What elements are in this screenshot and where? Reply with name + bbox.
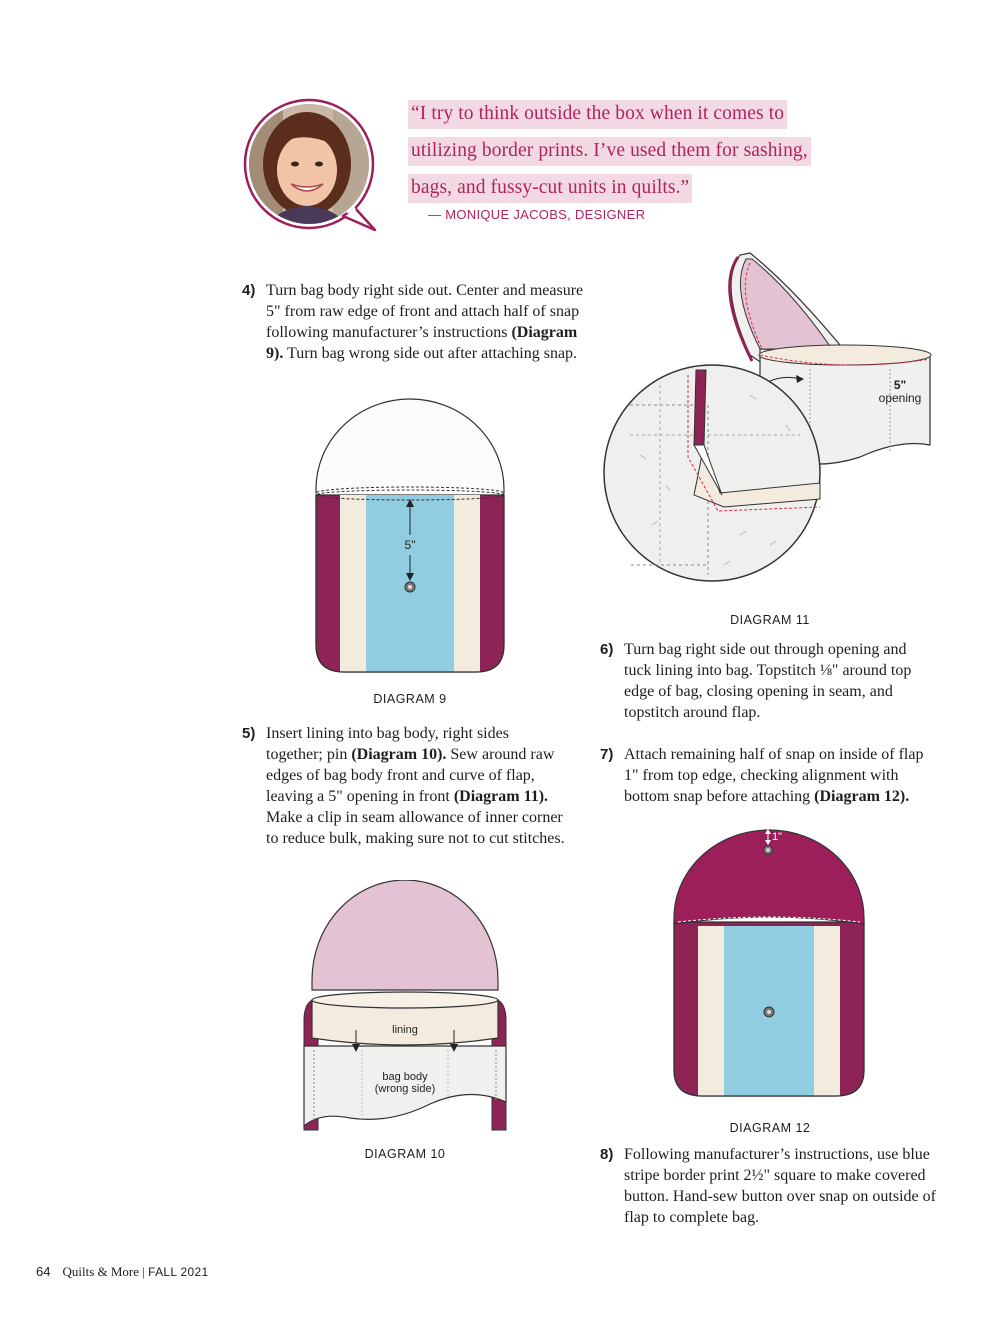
step-7 xyxy=(600,744,934,807)
step-5 xyxy=(242,723,566,849)
step-7-text: Attach remaining half of snap on inside of flap 1" from top edge, checking alignment with bottom snap before attaching (Diagram 12). xyxy=(624,746,924,805)
step-4-number: 4) xyxy=(242,282,256,299)
step-8-number: 8) xyxy=(600,1146,614,1163)
diagram-9-illustration xyxy=(310,395,510,680)
diagram-11-caption: DIAGRAM 11 xyxy=(730,613,810,627)
diagram-12 xyxy=(668,826,870,1102)
diagram-10-illustration xyxy=(300,880,510,1142)
page-footer: 64 Quilts & More | FALL 2021 xyxy=(36,1264,209,1279)
quote-attribution: — MONIQUE JACOBS, DESIGNER xyxy=(428,207,646,222)
diagram-10-body-label: bag body xyxy=(382,1071,428,1083)
step-6 xyxy=(600,639,924,723)
step-6-number: 6) xyxy=(600,641,614,658)
pull-quote xyxy=(408,100,878,211)
diagram-11-illustration xyxy=(600,245,940,610)
diagram-9-measure: 5" xyxy=(404,538,416,552)
step-4 xyxy=(242,280,586,364)
step-6-text: Turn bag right side out through opening and tuck lining into bag. Topstitch ⅛" around top edge of bag, closing opening in seam, and topstitch around flap. xyxy=(624,641,912,721)
magazine-name: Quilts & More xyxy=(62,1264,140,1279)
issue-label: FALL 2021 xyxy=(148,1265,209,1279)
quote-line-1: “I try to think outside the box when it comes to xyxy=(408,100,787,129)
quote-line-3: bags, and fussy-cut units in quilts.” xyxy=(408,174,692,203)
step-5-text: Insert lining into bag body, right sides together; pin (Diagram 10). Sew around raw edges of bag body front and curve of flap, leaving a 5" opening in front (Diagram 11). Make a clip in seam allowance of inner corner to reduce bulk, making sure not to cut stitches. xyxy=(266,725,565,847)
snap-icon xyxy=(405,582,415,592)
diagram-9-caption: DIAGRAM 9 xyxy=(373,692,447,706)
diagram-10-body-sublabel: (wrong side) xyxy=(374,1083,436,1095)
diagram-10 xyxy=(300,880,510,1142)
step-5-number: 5) xyxy=(242,725,256,742)
designer-avatar xyxy=(243,98,379,234)
step-7-number: 7) xyxy=(600,746,614,763)
diagram-11-opening-label: opening xyxy=(878,391,922,405)
quote-line-2: utilizing border prints. I’ve used them for sashing, xyxy=(408,137,811,166)
page-number: 64 xyxy=(36,1264,51,1279)
step-8-text: Following manufacturer’s instructions, use blue stripe border print 2½" square to make covered button. Hand-sew button over snap on outside of flap to complete bag. xyxy=(624,1146,936,1226)
diagram-9 xyxy=(310,395,510,680)
diagram-11-measure: 5" xyxy=(893,378,907,392)
diagram-10-caption: DIAGRAM 10 xyxy=(364,1147,446,1161)
step-8 xyxy=(600,1144,939,1228)
step-4-text: Turn bag body right side out. Center and measure 5" from raw edge of front and attach half of snap following manufacturer’s instructions (Diagram 9). Turn bag wrong side out after attaching snap. xyxy=(266,282,584,362)
diagram-11 xyxy=(600,245,940,610)
diagram-12-illustration xyxy=(668,826,870,1102)
designer-photo-icon xyxy=(243,98,379,234)
diagram-12-caption: DIAGRAM 12 xyxy=(729,1121,811,1135)
diagram-10-lining-label: lining xyxy=(392,1024,418,1036)
diagram-12-measure: 1" xyxy=(772,831,783,843)
